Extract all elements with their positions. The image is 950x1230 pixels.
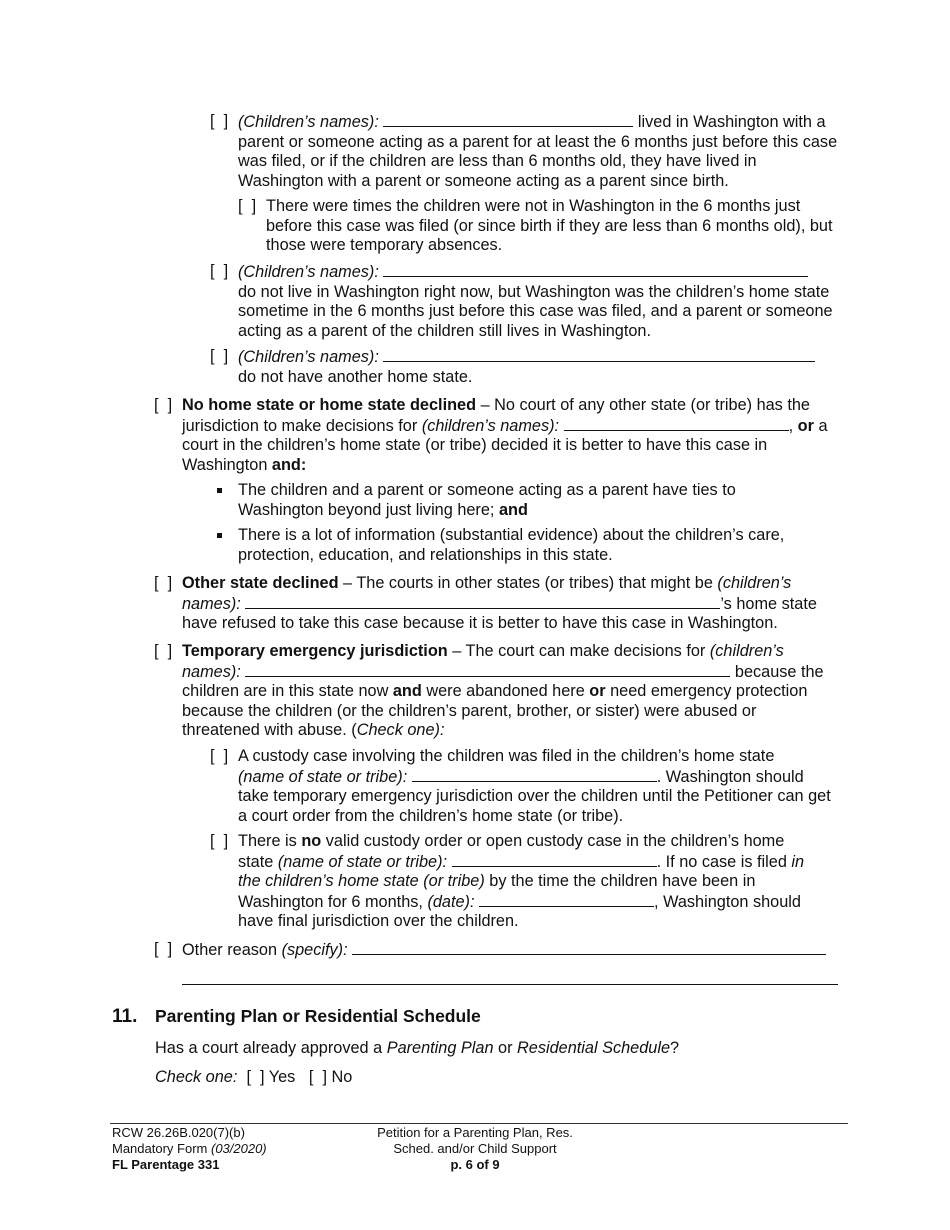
checkbox-other-reason[interactable]: [ ] — [154, 940, 173, 958]
other-reason-field-line-2[interactable] — [182, 984, 838, 985]
question-text: Has a court already approved a — [155, 1039, 387, 1057]
state-or-tribe-field-1[interactable] — [412, 767, 657, 782]
specify-label: (specify): — [281, 941, 348, 959]
residential-schedule-italic: Residential Schedule — [517, 1039, 671, 1057]
bullet-ties-to-wa — [238, 481, 798, 520]
opt2-d: Washington for 6 months, — [238, 892, 428, 911]
children-names-field-d[interactable] — [564, 416, 789, 431]
no-checkbox[interactable]: [ ] No — [308, 1068, 353, 1086]
opt1-rest: take temporary emergency jurisdiction over the children until the Petitioner can get a court order from the children’s home state (or tribe). — [238, 787, 831, 825]
other-state-text-2: have refused to take this case because it is better to have this case in Washington. — [182, 614, 778, 633]
opt1-after: . Washington should — [656, 767, 804, 786]
line4: because the children (or the children’s parent, brother, or sister) were abused or — [182, 701, 757, 720]
section-title: Parenting Plan or Residential Schedule — [155, 1006, 481, 1026]
section-number: 11. — [112, 1006, 138, 1027]
children-names-field-b[interactable] — [383, 262, 808, 277]
line3-b: were abandoned here — [421, 682, 590, 701]
children-names-label: (Children’s names): — [238, 263, 379, 281]
no-home-state-paragraph — [182, 396, 847, 475]
checkbox-temporary-absences[interactable]: [ ] — [238, 197, 257, 215]
bullet-icon — [217, 488, 222, 493]
line5: threatened with abuse. ( — [182, 721, 357, 740]
item-b-text: do not live in Washington right now, but Washington was the children’s home state sometime in the 6 months just before this case was filed, and a parent or someone acting as a parent of the children still lives in Washington. — [238, 282, 833, 340]
children-names-label: (children’s names): — [421, 416, 560, 435]
opt2-b: valid custody order or open custody case in the children’s home — [321, 832, 785, 850]
home-state-italic: the children’s home state (or tribe) — [238, 872, 485, 891]
footer-mandatory: Mandatory Form — [112, 1141, 211, 1156]
bullet-substantial-evidence: There is a lot of information (substantial evidence) about the children’s care, protection, education, and relationships in this state. — [238, 526, 785, 564]
children-names-field-a[interactable] — [383, 112, 633, 127]
item-no-other-home-state — [238, 347, 838, 387]
item-a-rest: a parent or someone acting as a parent for at least the 6 months just before this case was filed, or if the children are less than 6 months old, they have lived in Washington with a parent or someone acting as a parent since birth. — [238, 113, 838, 190]
check-one-label: Check one): — [356, 721, 445, 740]
names-label-part: names): — [182, 594, 241, 613]
or-bold: or — [589, 682, 606, 701]
footer-page: p. 6 of 9 — [450, 1157, 500, 1172]
no-home-state-text-2: a court in the children’s home state (or tribe) decided it is better to have this case in Washington — [182, 416, 828, 474]
other-reason-line — [182, 940, 847, 961]
footer-date: (03/2020) — [210, 1141, 267, 1156]
opt2-c: by the time the children have been in — [484, 872, 756, 891]
check-one-label: Check one: — [155, 1068, 238, 1086]
children-names-label: (Children’s names): — [238, 113, 379, 131]
item-children-not-in-wa — [238, 262, 838, 341]
checkbox-no-home-state[interactable]: [ ] — [154, 396, 173, 414]
footer-title-2: Sched. and/or Child Support — [393, 1141, 557, 1156]
comma: , — [788, 416, 794, 435]
checkbox-no-valid-custody-order[interactable]: [ ] — [210, 832, 229, 850]
item-c-text: do not have another home state. — [238, 367, 473, 386]
and-bold: and — [392, 682, 422, 701]
no-bold: no — [301, 832, 322, 850]
names-label-part: names): — [182, 662, 241, 681]
and-bold: and — [498, 500, 528, 519]
footer-rcw: RCW 26.26B.020(7)(b) — [112, 1125, 245, 1140]
children-label-part: (children’s — [717, 574, 792, 592]
footer-left — [112, 1125, 267, 1173]
item-temporary-absences: There were times the children were not in Washington in the 6 months just before this case was filed (or since birth if they are less than 6 months old), but those were temporary absences. — [266, 197, 833, 255]
checkbox-custody-case-filed[interactable]: [ ] — [210, 747, 229, 765]
other-reason-field[interactable] — [352, 940, 826, 955]
bullet-icon — [217, 533, 222, 538]
children-names-field-c[interactable] — [383, 347, 815, 362]
other-state-text: – The courts in other states (or tribes) that might be — [338, 574, 718, 592]
other-state-heading: Other state declined — [182, 574, 339, 592]
temporary-heading: Temporary emergency jurisdiction — [182, 642, 448, 660]
date-label: (date): — [427, 892, 475, 911]
item-a-text: lived in Washington with — [637, 113, 812, 131]
footer-divider — [110, 1123, 848, 1124]
checkbox-children-not-in-wa[interactable]: [ ] — [210, 262, 229, 280]
other-state-declined-paragraph — [182, 574, 847, 634]
children-names-field-f[interactable] — [245, 662, 730, 677]
children-names-label: (Children’s names): — [238, 348, 379, 366]
children-label-part: (children’s — [709, 642, 784, 660]
home-state-text: ’s home state — [720, 594, 817, 613]
no-home-state-text: – No court of any other state (or tribe) has the jurisdiction to make decisions for — [182, 396, 810, 435]
state-tribe-label: (name of state or tribe): — [238, 767, 408, 786]
line3-a: children are in this state now — [182, 682, 393, 701]
checkbox-other-state-declined[interactable]: [ ] — [154, 574, 173, 592]
checkbox-no-other-home-state[interactable]: [ ] — [210, 347, 229, 365]
opt1-line1: A custody case involving the children was filed in the children’s home state — [238, 747, 775, 765]
state-word: state — [238, 852, 278, 871]
opt2-after: . If no case is filed — [656, 852, 792, 871]
parenting-plan-italic: Parenting Plan — [386, 1039, 494, 1057]
item-children-lived-wa — [238, 112, 838, 191]
opt2-e: , Washington should — [654, 892, 801, 911]
question-mark: ? — [670, 1039, 680, 1057]
other-reason-text: Other reason — [182, 941, 282, 959]
option-custody-case-filed — [238, 747, 838, 826]
state-or-tribe-field-2[interactable] — [452, 852, 657, 867]
line3-c: need emergency protection — [605, 682, 808, 701]
checkbox-children-lived-wa[interactable]: [ ] — [210, 112, 229, 130]
in-italic: in — [791, 852, 805, 871]
because-text: because the — [734, 662, 824, 681]
opt2-a: There is — [238, 832, 302, 850]
check-one-row — [155, 1068, 352, 1088]
or-text: or — [493, 1039, 518, 1057]
checkbox-temporary-emergency[interactable]: [ ] — [154, 642, 173, 660]
date-field[interactable] — [479, 892, 654, 907]
footer-form-id: FL Parentage 331 — [112, 1157, 220, 1172]
footer-title-1: Petition for a Parenting Plan, Res. — [377, 1125, 573, 1140]
and-bold: and: — [271, 455, 307, 474]
temporary-emergency-paragraph — [182, 642, 847, 741]
parenting-plan-question — [155, 1039, 679, 1059]
children-names-field-e[interactable] — [245, 594, 720, 609]
option-no-valid-custody-order — [238, 832, 838, 932]
yes-checkbox[interactable]: [ ] Yes — [246, 1068, 296, 1086]
state-tribe-label: (name of state or tribe): — [277, 852, 448, 871]
temporary-text: – The court can make decisions for — [447, 642, 710, 660]
opt2-f: have final jurisdiction over the children. — [238, 912, 519, 931]
bullet-1-text: The children and a parent or someone acting as a parent have ties to Washington beyond just living here; — [238, 481, 736, 519]
no-home-state-heading: No home state or home state declined — [182, 396, 477, 414]
or-bold: or — [797, 416, 814, 435]
footer-center — [340, 1125, 610, 1173]
